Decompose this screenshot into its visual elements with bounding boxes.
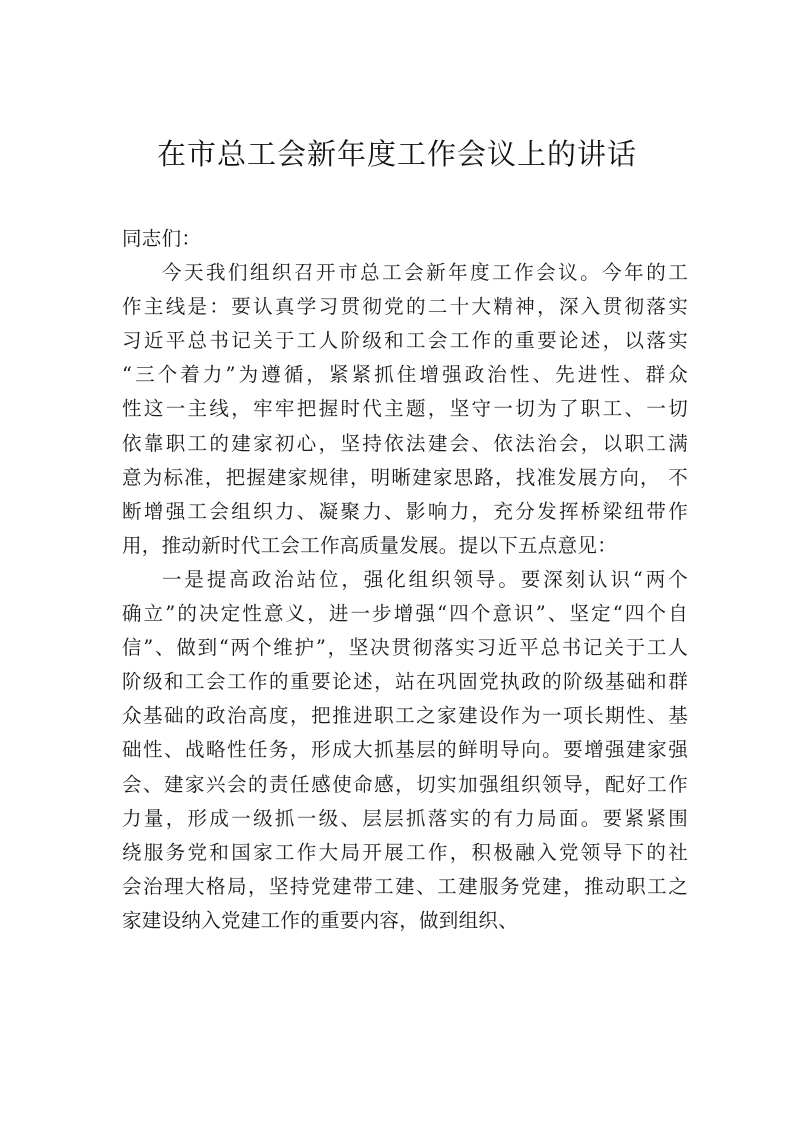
paragraph-1-line-3: 习近平总书记关于工人阶级和工会工作的重要论述，以落实 bbox=[122, 329, 688, 353]
paragraph-2-line-8: 力量，形成一级抓一级、层层抓落实的有力局面。要紧紧围 bbox=[122, 806, 688, 830]
paragraph-2-line-9: 绕服务党和国家工作大局开展工作，积极融入党领导下的社 bbox=[122, 840, 688, 864]
paragraph-1-line-4: “三个着力”为遵循，紧紧抓住增强政治性、先进性、群众 bbox=[122, 363, 688, 387]
paragraph-2-line-5: 众基础的政治高度，把推进职工之家建设作为一项长期性、基 bbox=[122, 704, 688, 728]
paragraph-1-line-6: 依靠职工的建家初心，坚持依法建会、依法治会，以职工满 bbox=[122, 431, 688, 455]
paragraph-2-line-7: 会、建家兴会的责任感使命感，切实加强组织领导，配好工作 bbox=[122, 772, 688, 796]
paragraph-1-line-5: 性这一主线，牢牢把握时代主题，坚守一切为了职工、一切 bbox=[122, 397, 688, 421]
paragraph-2-line-3: 信”、做到“两个维护”，坚决贯彻落实习近平总书记关于工人 bbox=[122, 636, 688, 660]
paragraph-2-line-2: 确立”的决定性意义，进一步增强“四个意识”、坚定“四个自 bbox=[122, 602, 688, 626]
paragraph-1-line-1: 今天我们组织召开市总工会新年度工作会议。今年的工 bbox=[162, 261, 688, 285]
paragraph-1-line-7: 意为标准，把握建家规律，明晰建家思路，找准发展方向， 不 bbox=[122, 465, 688, 489]
document-body bbox=[122, 222, 688, 938]
paragraph-2-line-4: 阶级和工会工作的重要论述，站在巩固党执政的阶级基础和群 bbox=[122, 670, 688, 694]
paragraph-2-line-11: 家建设纳入党建工作的重要内容，做到组织、 bbox=[122, 908, 519, 932]
paragraph-2-line-6: 础性、战略性任务，形成大抓基层的鲜明导向。要增强建家强 bbox=[122, 738, 688, 762]
salutation: 同志们： bbox=[122, 227, 202, 250]
paragraph-1-line-2: 作主线是：要认真学习贯彻党的二十大精神，深入贯彻落实 bbox=[122, 295, 688, 319]
document-title: 在市总工会新年度工作会议上的讲话 bbox=[156, 137, 637, 171]
paragraph-1-line-8: 断增强工会组织力、凝聚力、影响力，充分发挥桥梁纽带作 bbox=[122, 499, 688, 523]
paragraph-1-line-9: 用，推动新时代工会工作高质量发展。提以下五点意见： bbox=[122, 533, 618, 557]
paragraph-2-line-1: 一是提高政治站位，强化组织领导。要深刻认识“两个 bbox=[162, 567, 688, 591]
paragraph-2-line-10: 会治理大格局，坚持党建带工建、工建服务党建，推动职工之 bbox=[122, 874, 688, 898]
